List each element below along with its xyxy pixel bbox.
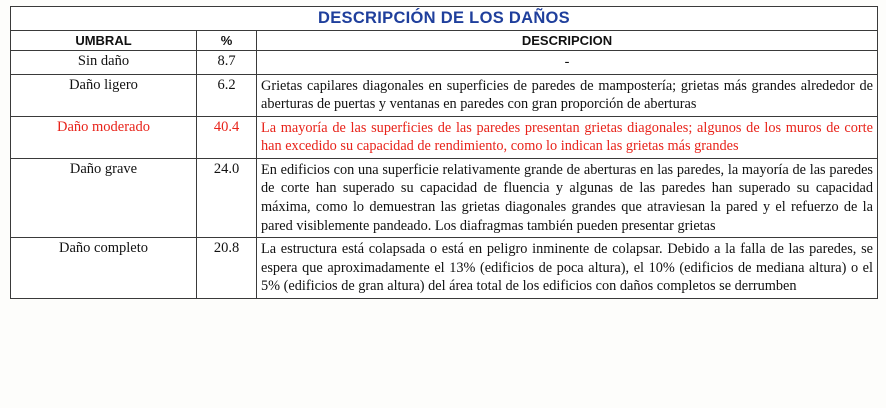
table-title-row — [11, 7, 878, 31]
table-row — [11, 158, 878, 237]
table-row-highlighted — [11, 116, 878, 158]
damage-description-table — [10, 6, 878, 299]
column-header-umbral: UMBRAL — [11, 31, 197, 51]
table-row — [11, 51, 878, 75]
column-header-percent: % — [197, 31, 257, 51]
cell-percent: 40.4 — [197, 116, 257, 158]
cell-description: - — [257, 51, 878, 75]
cell-percent: 6.2 — [197, 74, 257, 116]
column-header-description: DESCRIPCION — [257, 31, 878, 51]
cell-percent: 24.0 — [197, 158, 257, 237]
table-header-row — [11, 31, 878, 51]
cell-umbral: Daño completo — [11, 238, 197, 299]
table-title: DESCRIPCIÓN DE LOS DAÑOS — [318, 9, 570, 27]
table-title-cell — [11, 7, 878, 31]
cell-description: En edificios con una superficie relativamente grande de aberturas en las paredes, la mayoría de las paredes de corte han superado su capacidad de fluencia y algunas de las paredes han superado su capacidad máxima, como lo demuestran las grietas diagonales grandes que atraviesan la pared y el refuerzo de la pared visiblemente pandeado. Los diafragmas también pueden presentar grietas — [257, 158, 878, 237]
cell-percent: 8.7 — [197, 51, 257, 75]
cell-umbral: Sin daño — [11, 51, 197, 75]
table-row — [11, 74, 878, 116]
table-row — [11, 238, 878, 299]
cell-description: Grietas capilares diagonales en superficies de paredes de mampostería; grietas más grandes alrededor de aberturas de puertas y ventanas en paredes con gran proporción de aberturas — [257, 74, 878, 116]
cell-umbral: Daño ligero — [11, 74, 197, 116]
cell-umbral: Daño moderado — [11, 116, 197, 158]
cell-description: La estructura está colapsada o está en peligro inminente de colapsar. Debido a la falla de las paredes, se espera que aproximadamente el 13% (edificios de poca altura), el 10% (edificios de mediana altura) o el 5% (edificios de gran altura) del área total de los edificios con daños completos se derrumben — [257, 238, 878, 299]
cell-description: La mayoría de las superficies de las paredes presentan grietas diagonales; algunos de los muros de corte han excedido su capacidad de rendimiento, como lo indican las grietas más grandes — [257, 116, 878, 158]
cell-percent: 20.8 — [197, 238, 257, 299]
cell-umbral: Daño grave — [11, 158, 197, 237]
